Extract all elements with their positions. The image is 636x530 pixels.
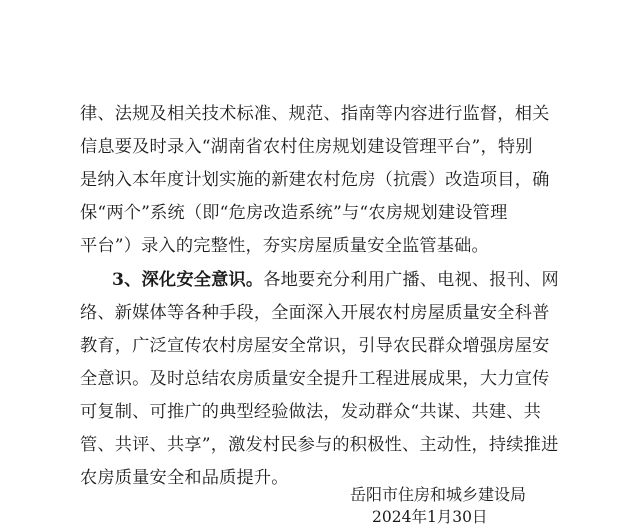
paragraph-line: 教育，广泛宣传农村房屋安全常识，引导农民群众增强房屋安 [80,336,550,356]
signature-date: 2024年1月30日 [372,508,488,526]
paragraph-line: 络、新媒体等各种手段，全面深入开展农村房屋质量安全科普 [80,303,550,323]
paragraph-line: 全意识。及时总结农房质量安全提升工程进展成果，大力宣传 [80,369,550,389]
paragraph-line: 平台”）录入的完整性，夯实房屋质量安全监管基础。 [80,236,489,256]
paragraph-line: 管、共评、共享”，激发村民参与的积极性、主动性，持续推进 [80,435,559,455]
paragraph-line: 可复制、可推广的典型经验做法，发动群众“共谋、共建、共 [80,402,542,422]
paragraph-line: 农房质量安全和品质提升。 [80,468,289,488]
signature-organization: 岳阳市住房和城乡建设局 [350,485,527,504]
paragraph-line: 信息要及时录入“湖南省农村住房规划建设管理平台”，特别 [80,137,533,157]
paragraph-line: 保“两个”系统（即“危房改造系统”与“农房规划建设管理 [80,203,508,223]
paragraph-line: 是纳入本年度计划实施的新建农村危房（抗震）改造项目，确 [80,170,550,190]
paragraph-line: 律、法规及相关技术标准、规范、指南等内容进行监督，相关 [80,104,550,124]
paragraph-text: 各地要充分利用广播、电视、报刊、网 [263,270,559,290]
section-heading: 3、深化安全意识。 [112,270,264,290]
paragraph-first-line [112,269,560,291]
